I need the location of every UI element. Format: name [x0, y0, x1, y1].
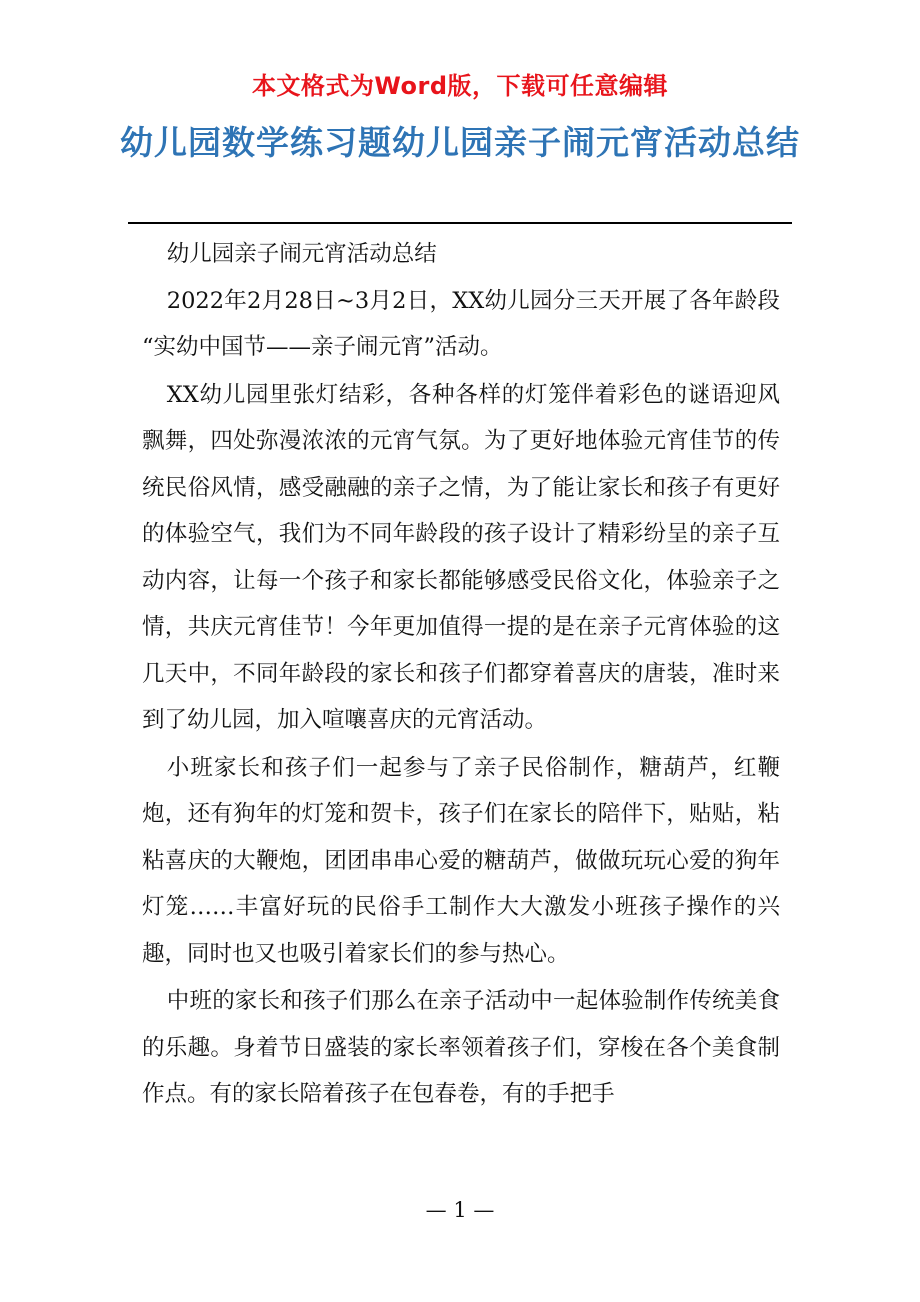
page-number: — 1 —: [425, 1198, 495, 1222]
paragraph-middle-class: 中班的家长和孩子们那么在亲子活动中一起体验制作传统美食的乐趣。身着节日盛装的家长率领着孩子们，穿梭在各个美食制作点。有的家长陪着孩子在包春卷，有的手把手: [142, 988, 780, 1107]
paragraph-subtitle: 幼儿园亲子闹元宵活动总结: [166, 241, 437, 267]
title-divider: [128, 222, 792, 224]
paragraph-date: 2022年2月28日~3月2日，XX幼儿园分三天开展了各年龄段 “实幼中国节——亲子闹元宵”活动。: [142, 287, 780, 360]
paragraph-atmosphere: XX幼儿园里张灯结彩，各种各样的灯笼伴着彩色的谜语迎风飘舞，四处弥漫浓浓的元宵气氛。为了更好地体验元宵佳节的传统民俗风情，感受融融的亲子之情，为了能让家长和孩子有更好的体验空气，我们为不同年龄段的孩子设计了精彩纷呈的亲子互动内容，让每一个孩子和家长都能够感受民俗文化，体验亲子之情，共庆元宵佳节！今年更加值得一提的是在亲子元宵体验的这几天中，不同年龄段的家长和孩子们都穿着喜庆的唐装，准时来到了幼儿园，加入喧嚷喜庆的元宵活动。: [142, 381, 780, 733]
document-body: [142, 231, 780, 1118]
paragraph-small-class: 小班家长和孩子们一起参与了亲子民俗制作，糖葫芦，红鞭炮，还有狗年的灯笼和贺卡，孩子们在家长的陪伴下，贴贴，粘粘喜庆的大鞭炮，团团串串心爱的糖葫芦，做做玩玩心爱的狗年灯笼……丰富好玩的民俗手工制作大大激发小班孩子操作的兴趣，同时也又也吸引着家长们的参与热心。: [142, 754, 780, 967]
document-title: 幼儿园数学练习题幼儿园亲子闹元宵活动总结: [120, 123, 800, 162]
format-notice: 本文格式为Word版，下载可任意编辑: [251, 72, 669, 100]
